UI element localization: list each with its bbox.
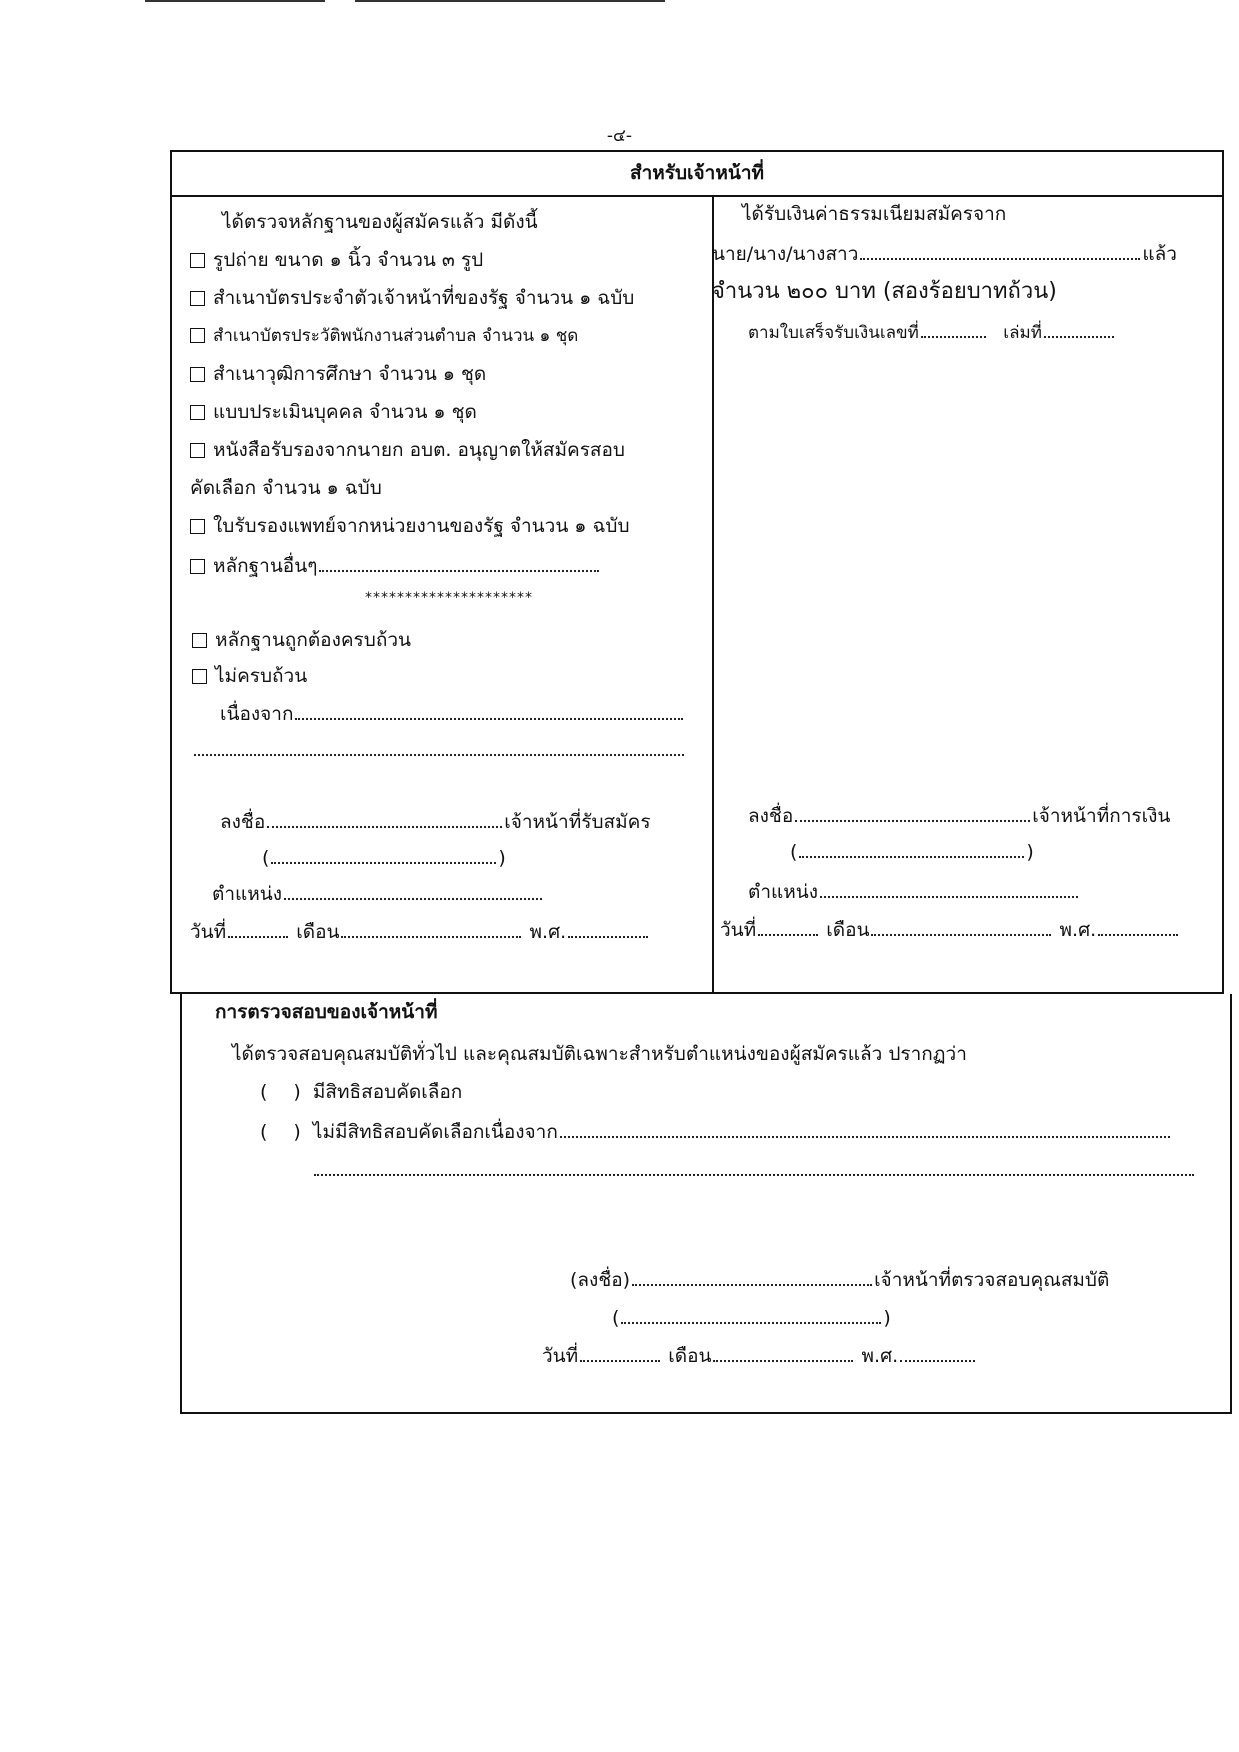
sign-role: เจ้าหน้าที่รับสมัคร <box>504 811 651 833</box>
checkbox[interactable] <box>190 291 205 306</box>
evidence-item-label: แบบประเมินบุคคล จำนวน ๑ ชุด <box>213 401 477 423</box>
checkbox[interactable] <box>190 559 205 574</box>
receipt-row <box>748 316 1116 347</box>
checkbox[interactable] <box>190 253 205 268</box>
verification-statement: ได้ตรวจสอบคุณสมบัติทั่วไป และคุณสมบัติเฉพาะสำหรับตำแหน่งของผู้สมัครแล้ว ปรากฏว่า <box>232 1043 967 1065</box>
evidence-item-label: หลักฐานอื่นๆ <box>213 555 318 577</box>
position-field[interactable] <box>284 878 542 900</box>
year-field[interactable] <box>900 1340 975 1362</box>
because-continuation <box>192 734 686 764</box>
left-date-row <box>190 916 650 946</box>
evidence-item-label: รูปถ่าย ขนาด ๑ นิ้ว จำนวน ๓ รูป <box>213 249 484 271</box>
date-label: วันที่ <box>720 919 757 941</box>
option-marker[interactable]: ( ) <box>260 1121 301 1143</box>
check-incomplete-label: ไม่ครบถ้วน <box>215 665 308 687</box>
position-label: ตำแหน่ง <box>748 881 819 903</box>
staff-section-header <box>170 150 1224 197</box>
date-label: วันที่ <box>190 921 227 943</box>
name-prefix: นาย/นาง/นางสาว <box>712 243 859 265</box>
evidence-item-assessment <box>190 398 477 426</box>
year-label: พ.ศ. <box>1059 919 1097 941</box>
evidence-item-label: สำเนาบัตรประวัติพนักงานส่วนตำบล จำนวน ๑ ชุด <box>213 326 579 346</box>
checkbox[interactable] <box>192 633 207 648</box>
separator-stars: ********************* <box>365 590 533 606</box>
because-field-2[interactable] <box>194 734 684 756</box>
year-label: พ.ศ. <box>529 921 567 943</box>
paren-close: ) <box>498 847 506 869</box>
evidence-item-medical <box>190 512 630 540</box>
option-not-eligible <box>260 1116 1172 1146</box>
day-field[interactable] <box>580 1340 660 1362</box>
page-number: -๔- <box>606 126 633 146</box>
month-field[interactable] <box>713 1340 853 1362</box>
signature-field[interactable] <box>795 800 1030 822</box>
sign-label: ลงชื่อ <box>748 805 794 827</box>
payer-name-row <box>712 238 1177 268</box>
printed-name-field[interactable] <box>271 842 496 864</box>
option-eligible-label: มีสิทธิสอบคัดเลือก <box>312 1081 463 1103</box>
sign-role: เจ้าหน้าที่การเงิน <box>1032 805 1171 827</box>
left-position-row <box>212 878 544 908</box>
right-position-row <box>748 876 1080 906</box>
fee-amount: จำนวน ๒๐๐ บาท (สองร้อยบาทถ้วน) <box>712 279 1057 304</box>
column-divider <box>712 197 714 994</box>
evidence-item-label: สำเนาบัตรประจำตัวเจ้าหน้าที่ของรัฐ จำนวน ๑ ฉบับ <box>213 287 635 309</box>
evidence-item-permission-letter <box>190 436 625 464</box>
position-field[interactable] <box>820 876 1078 898</box>
option-not-eligible-label: ไม่มีสิทธิสอบคัดเลือกเนื่องจาก <box>312 1121 558 1143</box>
staff-section-title: สำหรับเจ้าหน้าที่ <box>629 161 765 184</box>
printed-name-field[interactable] <box>799 836 1024 858</box>
checkbox[interactable] <box>192 669 207 684</box>
book-no-label: เล่มที่ <box>1003 323 1042 343</box>
day-field[interactable] <box>758 914 818 936</box>
paren-open: ( <box>612 1307 620 1329</box>
paren-close: ) <box>883 1307 891 1329</box>
evidence-intro: ได้ตรวจหลักฐานของผู้สมัครแล้ว มีดังนี้ <box>222 211 538 233</box>
paren-close: ) <box>1026 841 1034 863</box>
left-name-row <box>262 842 506 872</box>
paren-open: ( <box>790 841 798 863</box>
month-label: เดือน <box>826 919 870 941</box>
sign-label: (ลงชื่อ) <box>570 1269 631 1291</box>
evidence-item-history-card <box>190 322 578 350</box>
payer-name-field[interactable] <box>860 238 1140 260</box>
month-label: เดือน <box>296 921 340 943</box>
right-sign-row <box>748 800 1170 830</box>
scan-line-left <box>145 0 325 2</box>
other-evidence-field[interactable] <box>319 550 599 572</box>
paren-open: ( <box>262 847 270 869</box>
not-eligible-reason-field[interactable] <box>560 1116 1170 1138</box>
check-complete <box>192 626 411 654</box>
year-label: พ.ศ. <box>861 1345 899 1367</box>
because-field[interactable] <box>295 698 683 720</box>
check-incomplete <box>192 662 307 690</box>
because-row <box>220 698 685 728</box>
verifier-sign-row <box>570 1264 1109 1294</box>
book-no-field[interactable] <box>1044 316 1114 338</box>
evidence-item-continuation: คัดเลือก จำนวน ๑ ฉบับ <box>190 477 382 499</box>
month-label: เดือน <box>668 1345 712 1367</box>
not-eligible-reason-field-2[interactable] <box>314 1154 1194 1176</box>
verifier-date-row <box>542 1340 977 1370</box>
month-field[interactable] <box>341 916 521 938</box>
year-field[interactable] <box>568 916 648 938</box>
evidence-item-other <box>190 550 601 580</box>
because-label: เนื่องจาก <box>220 703 294 725</box>
option-eligible <box>260 1078 462 1106</box>
right-name-row <box>790 836 1034 866</box>
receipt-no-field[interactable] <box>921 316 986 338</box>
position-label: ตำแหน่ง <box>212 883 283 905</box>
sign-label: ลงชื่อ <box>220 811 266 833</box>
checkbox[interactable] <box>190 519 205 534</box>
check-complete-label: หลักฐานถูกต้องครบถ้วน <box>215 629 411 651</box>
printed-name-field[interactable] <box>621 1302 881 1324</box>
not-eligible-continuation <box>312 1154 1196 1184</box>
receipt-no-label: ตามใบเสร็จรับเงินเลขที่ <box>748 323 919 343</box>
option-marker[interactable]: ( ) <box>260 1081 301 1103</box>
year-field[interactable] <box>1098 914 1178 936</box>
checkbox[interactable] <box>190 443 205 458</box>
month-field[interactable] <box>871 914 1051 936</box>
signature-field[interactable] <box>267 806 502 828</box>
fee-intro: ได้รับเงินค่าธรรมเนียมสมัครจาก <box>742 203 1007 225</box>
evidence-item-id-card <box>190 284 634 312</box>
left-sign-row <box>220 806 651 836</box>
date-label: วันที่ <box>542 1345 579 1367</box>
evidence-item-label: หนังสือรับรองจากนายก อบต. อนุญาตให้สมัครสอบ <box>213 439 625 461</box>
evidence-item-label: สำเนาวุฒิการศึกษา จำนวน ๑ ชุด <box>213 363 487 385</box>
evidence-item-education <box>190 360 486 388</box>
verification-title: การตรวจสอบของเจ้าหน้าที่ <box>215 1001 438 1023</box>
sign-role: เจ้าหน้าที่ตรวจสอบคุณสมบัติ <box>874 1269 1110 1291</box>
signature-field[interactable] <box>632 1264 872 1286</box>
done-label: แล้ว <box>1142 243 1177 265</box>
checkbox[interactable] <box>190 405 205 420</box>
checkbox[interactable] <box>190 367 205 382</box>
verifier-name-row <box>612 1302 891 1332</box>
evidence-item-label: ใบรับรองแพทย์จากหน่วยงานของรัฐ จำนวน ๑ ฉบับ <box>213 515 630 537</box>
right-date-row <box>720 914 1180 944</box>
scan-line-right <box>355 0 665 2</box>
checkbox[interactable] <box>190 328 205 343</box>
evidence-item-photo <box>190 246 483 274</box>
day-field[interactable] <box>228 916 288 938</box>
